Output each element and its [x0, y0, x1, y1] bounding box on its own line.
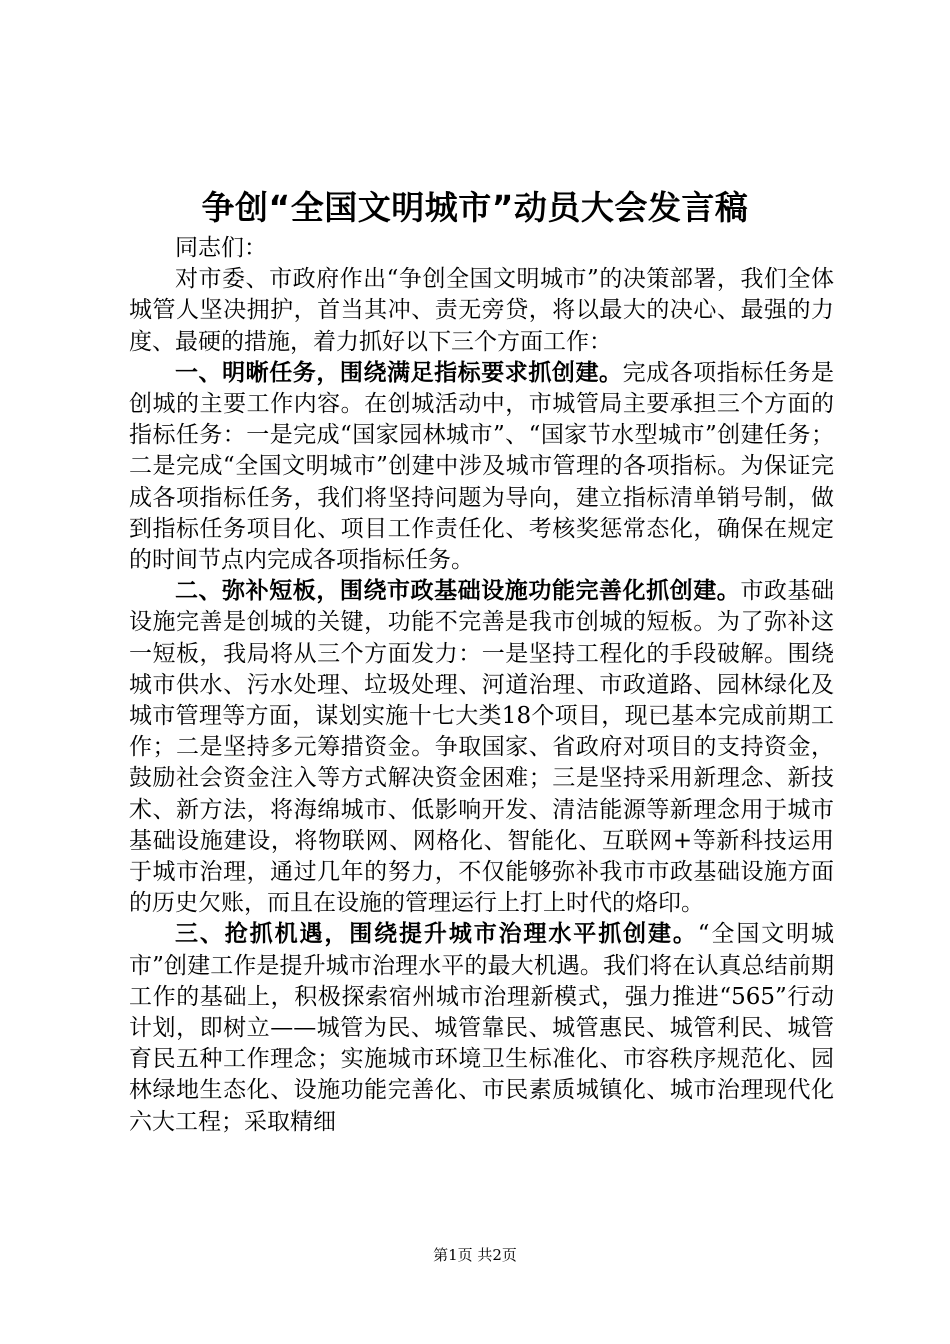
section-paragraph-3: [129, 919, 834, 1137]
section-text-2: 市政基础设施完善是创城的关键，功能不完善是我市创城的短板。为了弥补这一短板，我局将从三个方面发力：一是坚持工程化的手段破解。围绕城市供水、污水处理、垃圾处理、河道治理、市政道路、园林绿化及城市管理等方面，谋划实施十七大类18个项目，现已基本完成前期工作；二是坚持多元筹措资金。争取国家、省政府对项目的支持资金，鼓励社会资金注入等方式解决资金困难；三是坚持采用新理念、新技术、新方法，将海绵城市、低影响开发、清洁能源等新理念用于城市基础设施建设，将物联网、网格化、智能化、互联网+等新科技运用于城市治理，通过几年的努力，不仅能够弥补我市市政基础设施方面的历史欠账，而且在设施的管理运行上打上时代的烙印。: [129, 578, 835, 917]
section-text-3: “全国文明城市”创建工作是提升城市治理水平的最大机遇。我们将在认真总结前期工作的基础上，积极探索宿州城市治理新模式，强力推进“565”行动计划，即树立——城管为民、城管靠民、城管惠民、城管利民、城管育民五种工作理念；实施城市环境卫生标准化、市容秩序规范化、园林绿地生态化、设施功能完善化、市民素质城镇化、城市治理现代化六大工程；采取精细: [129, 921, 835, 1135]
section-paragraph-1: [129, 358, 834, 576]
page-footer: 第1页 共2页: [433, 1246, 517, 1264]
section-heading-3: 三、抢抓机遇，围绕提升城市治理水平抓创建。: [175, 921, 698, 948]
salutation: 同志们：: [175, 235, 267, 261]
document-title: 争创“全国文明城市”动员大会发言稿: [201, 188, 749, 227]
section-heading-2: 二、弥补短板，围绕市政基础设施功能完善化抓创建。: [175, 578, 741, 605]
intro-paragraph: 对市委、市政府作出“争创全国文明城市”的决策部署，我们全体城管人坚决拥护，首当其冲、责无旁贷，将以最大的决心、最强的力度、最硬的措施，着力抓好以下三个方面工作：: [129, 266, 834, 355]
section-heading-1: 一、明晰任务，围绕满足指标要求抓创建。: [175, 359, 623, 386]
document-body: [129, 233, 834, 1138]
section-text-1: 完成各项指标任务是创城的主要工作内容。在创城活动中，市城管局主要承担三个方面的指标任务：一是完成“国家园林城市”、“国家节水型城市”创建任务；二是完成“全国文明城市”创建中涉及城市管理的各项指标。为保证完成各项指标任务，我们将坚持问题为导向，建立指标清单销号制，做到指标任务项目化、项目工作责任化、考核奖惩常态化，确保在规定的时间节点内完成各项指标任务。: [129, 359, 835, 574]
section-paragraph-2: [129, 576, 834, 919]
